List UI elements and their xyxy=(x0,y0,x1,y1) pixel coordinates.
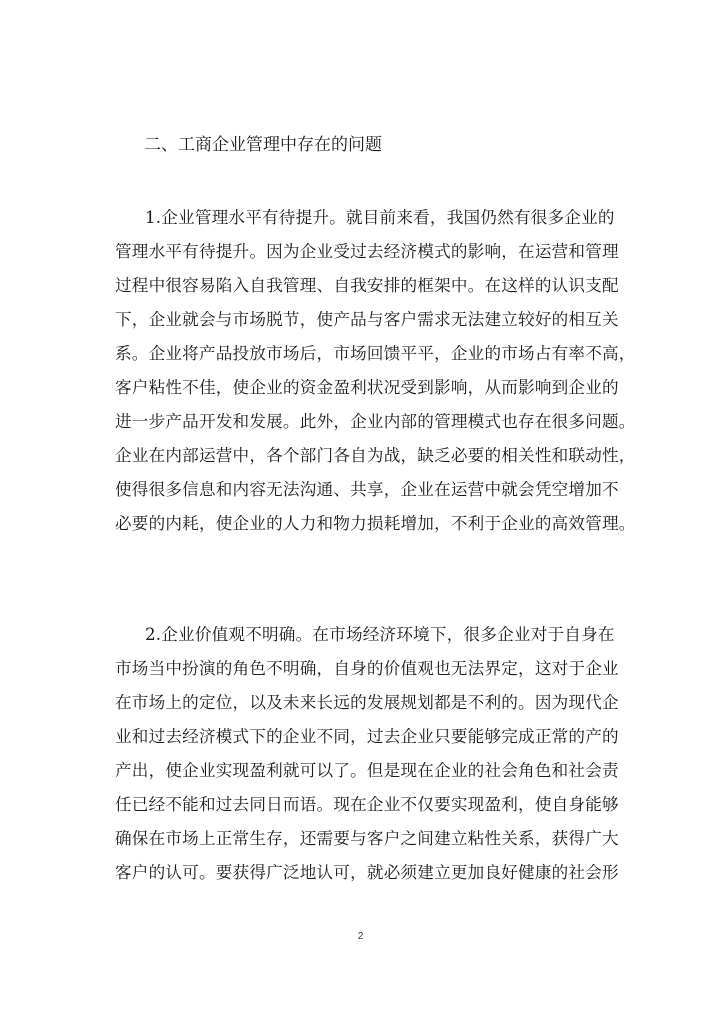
paragraph-line: 业和过去经济模式下的企业不同，过去企业只要能够完成正常的产的 xyxy=(115,727,619,746)
page-number: 2 xyxy=(357,931,364,942)
paragraph-line: 企业在内部运营中，各个部门各自为战，缺乏必要的相关性和联动性， xyxy=(115,446,636,465)
paragraph-1 xyxy=(115,201,636,541)
paragraph-line: 过程中很容易陷入自我管理、自我安排的框架中。在这样的认识支配 xyxy=(115,276,619,295)
paragraph-line: 客户的认可。要获得广泛地认可，就必须建立更加良好健康的社会形 xyxy=(115,863,619,882)
paragraph-line: 系。企业将产品投放市场后，市场回馈平平，企业的市场占有率不高， xyxy=(115,344,636,363)
paragraph-line: 确保在市场上正常生存，还需要与客户之间建立粘性关系，获得广大 xyxy=(115,829,619,848)
paragraph-line: 进一步产品开发和发展。此外，企业内部的管理模式也存在很多问题。 xyxy=(115,412,636,431)
paragraph-line: 2.企业价值观不明确。在市场经济环境下，很多企业对于自身在 xyxy=(145,625,615,644)
paragraph-line: 客户粘性不佳，使企业的资金盈利状况受到影响，从而影响到企业的 xyxy=(115,378,619,397)
paragraph-line: 任已经不能和过去同日而语。现在企业不仅要实现盈利，使自身能够 xyxy=(115,795,619,814)
paragraph-line: 在市场上的定位，以及未来长远的发展规划都是不利的。因为现代企 xyxy=(115,693,619,712)
section-heading: 二、工商企业管理中存在的问题 xyxy=(144,135,382,155)
paragraph-line: 下，企业就会与市场脱节，使产品与客户需求无法建立较好的相互关 xyxy=(115,310,619,329)
paragraph-2 xyxy=(115,618,619,890)
paragraph-line: 必要的内耗，使企业的人力和物力损耗增加，不利于企业的高效管理。 xyxy=(115,514,636,533)
paragraph-line: 产出，使企业实现盈利就可以了。但是现在企业的社会角色和社会责 xyxy=(115,761,619,780)
paragraph-line: 使得很多信息和内容无法沟通、共享，企业在运营中就会凭空增加不 xyxy=(115,480,619,499)
paragraph-line: 管理水平有待提升。因为企业受过去经济模式的影响，在运营和管理 xyxy=(115,242,619,261)
paragraph-line: 1.企业管理水平有待提升。就目前来看，我国仍然有很多企业的 xyxy=(145,208,615,227)
paragraph-line: 市场当中扮演的角色不明确，自身的价值观也无法界定，这对于企业 xyxy=(115,659,619,678)
